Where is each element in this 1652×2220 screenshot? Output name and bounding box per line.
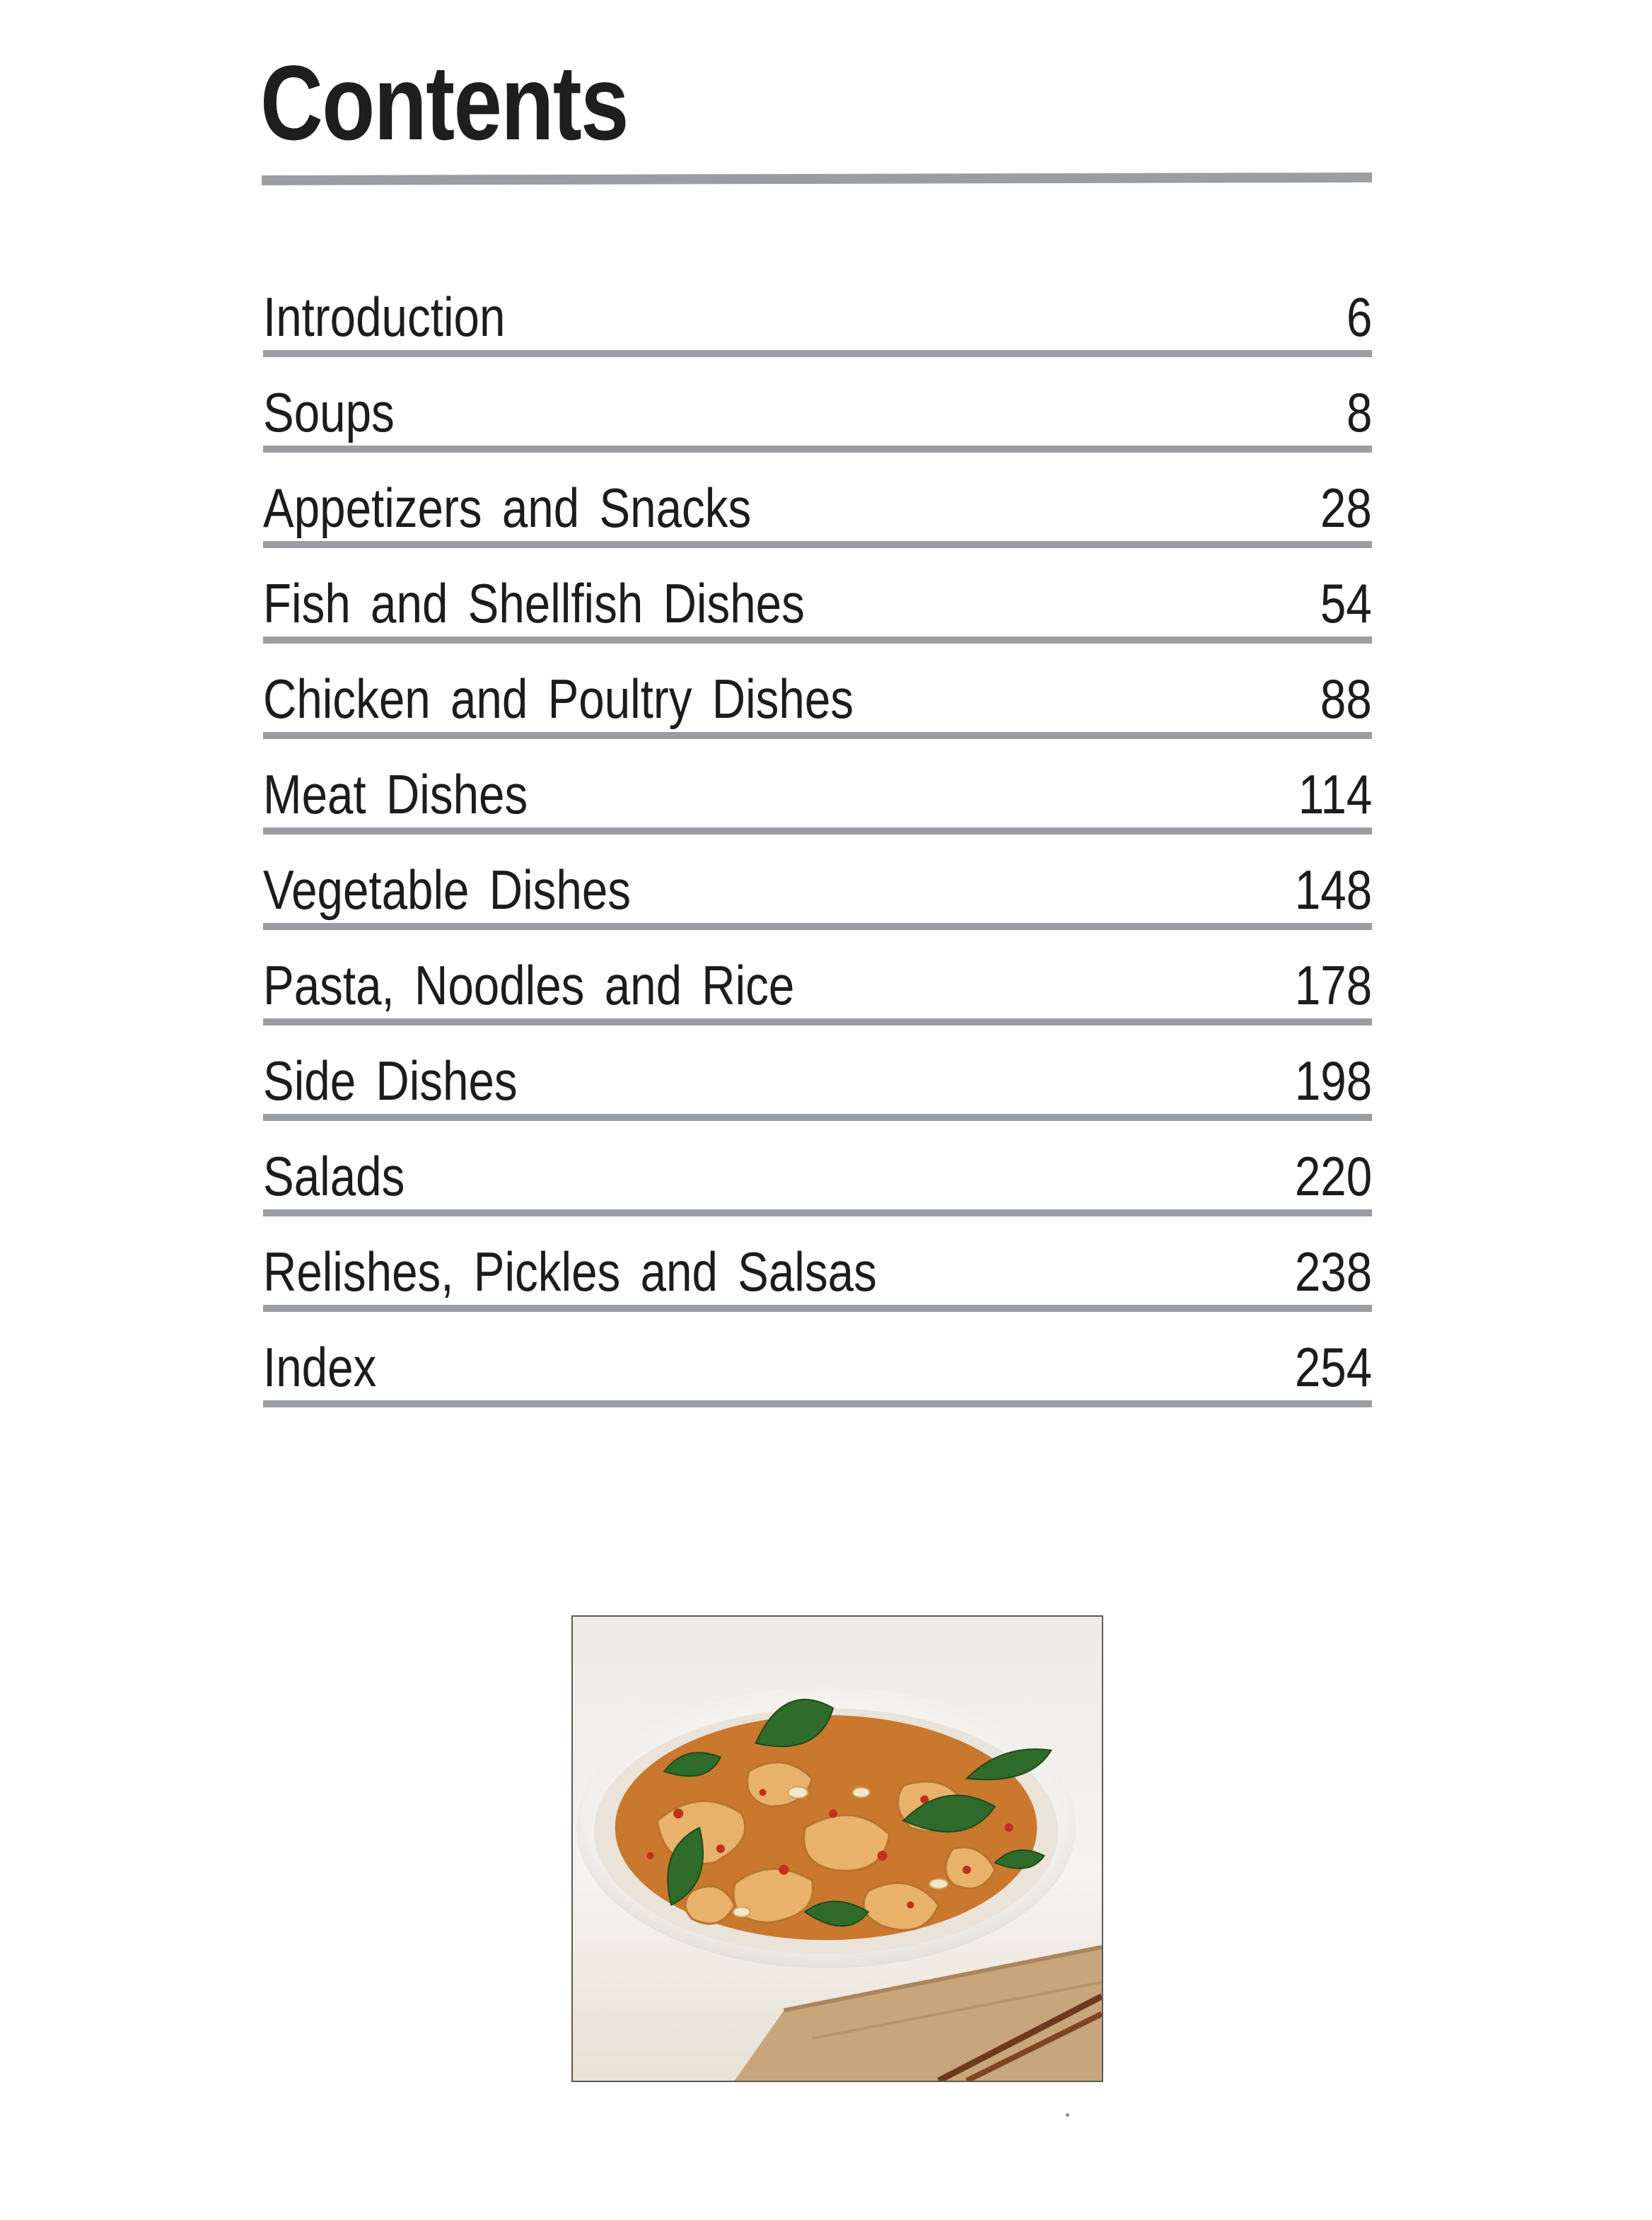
toc-entry-page-number: 220 bbox=[1294, 1145, 1372, 1207]
toc-entry-label: Salads bbox=[263, 1145, 405, 1207]
toc-divider bbox=[263, 827, 1372, 835]
toc-entry-label: Fish and Shellfish Dishes bbox=[263, 572, 805, 634]
toc-entry-page-number: 178 bbox=[1294, 954, 1372, 1016]
toc-divider bbox=[263, 350, 1372, 357]
toc-entry-page-number: 6 bbox=[1346, 286, 1372, 348]
toc-entry-page-number: 254 bbox=[1294, 1336, 1372, 1398]
toc-entry[interactable] bbox=[263, 262, 1372, 357]
toc-entry-label: Side Dishes bbox=[263, 1050, 518, 1112]
toc-entry-label: Relishes, Pickles and Salsas bbox=[263, 1240, 877, 1303]
toc-entry-label: Appetizers and Snacks bbox=[263, 477, 752, 539]
toc-entry[interactable] bbox=[263, 453, 1372, 548]
stir-fry-dish-illustration bbox=[573, 1617, 1102, 2081]
toc-entry-label: Chicken and Poultry Dishes bbox=[263, 668, 854, 730]
toc-divider bbox=[263, 446, 1372, 453]
toc-divider bbox=[263, 541, 1372, 548]
toc-entry-label: Meat Dishes bbox=[263, 763, 528, 825]
toc-divider bbox=[263, 1209, 1372, 1216]
toc-divider bbox=[263, 1018, 1372, 1025]
toc-divider bbox=[263, 923, 1372, 930]
toc-entry[interactable] bbox=[263, 1025, 1372, 1121]
toc-divider bbox=[263, 732, 1372, 739]
toc-divider bbox=[263, 1400, 1372, 1407]
scan-speck bbox=[1066, 2113, 1069, 2117]
toc-entry-page-number: 88 bbox=[1320, 668, 1372, 730]
toc-entry[interactable] bbox=[263, 739, 1372, 835]
dish-photo bbox=[571, 1615, 1103, 2082]
toc-divider bbox=[263, 637, 1372, 644]
toc-entry[interactable] bbox=[263, 835, 1372, 930]
toc-entry-page-number: 114 bbox=[1298, 763, 1372, 825]
toc-entry[interactable] bbox=[263, 930, 1372, 1025]
toc-entry-page-number: 54 bbox=[1320, 572, 1372, 634]
toc-entry-page-number: 238 bbox=[1294, 1240, 1372, 1303]
title-divider bbox=[262, 173, 1372, 185]
toc-entry-label: Index bbox=[263, 1336, 377, 1398]
toc-entry-label: Vegetable Dishes bbox=[263, 859, 632, 921]
toc-entry-page-number: 8 bbox=[1346, 381, 1372, 443]
toc-entry[interactable] bbox=[263, 548, 1372, 644]
toc-divider bbox=[263, 1305, 1372, 1312]
table-of-contents bbox=[263, 262, 1372, 1407]
toc-entry[interactable] bbox=[263, 1312, 1372, 1407]
toc-entry[interactable] bbox=[263, 644, 1372, 739]
page-title: Contents bbox=[260, 43, 628, 162]
toc-entry[interactable] bbox=[263, 357, 1372, 453]
toc-entry-label: Pasta, Noodles and Rice bbox=[263, 954, 795, 1016]
toc-entry[interactable] bbox=[263, 1121, 1372, 1216]
toc-divider bbox=[263, 1114, 1372, 1121]
toc-entry-label: Soups bbox=[263, 381, 395, 443]
toc-entry[interactable] bbox=[263, 1216, 1372, 1312]
toc-entry-page-number: 28 bbox=[1320, 477, 1372, 539]
toc-entry-page-number: 148 bbox=[1294, 859, 1372, 921]
toc-entry-label: Introduction bbox=[263, 286, 506, 348]
toc-entry-page-number: 198 bbox=[1294, 1050, 1372, 1112]
